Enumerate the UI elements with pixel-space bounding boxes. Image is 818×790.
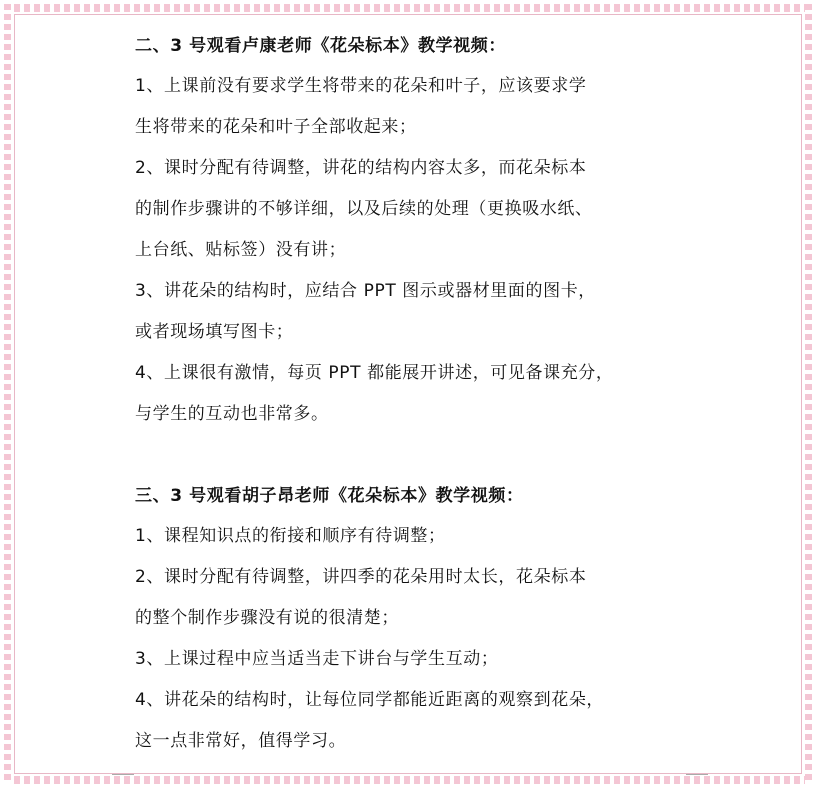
paragraph-line: 4、上课很有激情，每页 PPT 都能展开讲述，可见备课充分， bbox=[135, 363, 614, 383]
corner-mark-right bbox=[686, 774, 708, 785]
document-body bbox=[135, 30, 695, 755]
paragraph-line: 这一点非常好，值得学习。 bbox=[135, 731, 347, 751]
section2-heading: 二、3 号观看卢康老师《花朵标本》教学视频： bbox=[135, 36, 506, 56]
section3-item-2 bbox=[135, 563, 695, 632]
section2-item-2 bbox=[135, 154, 695, 264]
paragraph-line: 3、讲花朵的结构时，应结合 PPT 图示或器材里面的图卡， bbox=[135, 281, 596, 301]
border-right bbox=[805, 4, 812, 784]
section2-item-3 bbox=[135, 277, 695, 346]
paragraph-line: 的制作步骤讲的不够详细，以及后续的处理（更换吸水纸、 bbox=[135, 199, 593, 219]
paragraph-line: 1、课程知识点的衔接和顺序有待调整； bbox=[135, 526, 446, 546]
section3-item-4 bbox=[135, 686, 695, 755]
section2-item-4 bbox=[135, 359, 695, 428]
paragraph-line: 上台纸、贴标签）没有讲； bbox=[135, 240, 347, 260]
paragraph-line: 的整个制作步骤没有说的很清楚； bbox=[135, 608, 399, 628]
paragraph-line: 生将带来的花朵和叶子全部收起来； bbox=[135, 117, 417, 137]
paragraph-line: 或者现场填写图卡； bbox=[135, 322, 294, 342]
paragraph-line: 3、上课过程中应当适当走下讲台与学生互动； bbox=[135, 649, 499, 669]
paragraph-line: 与学生的互动也非常多。 bbox=[135, 404, 329, 424]
section3-heading: 三、3 号观看胡子昂老师《花朵标本》教学视频： bbox=[135, 486, 524, 506]
border-left bbox=[4, 4, 11, 784]
paragraph-line: 4、讲花朵的结构时，让每位同学都能近距离的观察到花朵， bbox=[135, 690, 605, 710]
section2-item-1 bbox=[135, 72, 695, 141]
paragraph-line: 2、课时分配有待调整，讲四季的花朵用时太长，花朵标本 bbox=[135, 567, 587, 587]
paragraph-line: 2、课时分配有待调整，讲花的结构内容太多，而花朵标本 bbox=[135, 158, 587, 178]
section3-item-3 bbox=[135, 645, 695, 673]
section3-item-1 bbox=[135, 522, 695, 550]
corner-mark-left bbox=[112, 774, 134, 785]
border-top bbox=[4, 4, 812, 12]
paragraph-line: 1、上课前没有要求学生将带来的花朵和叶子，应该要求学 bbox=[135, 76, 587, 96]
